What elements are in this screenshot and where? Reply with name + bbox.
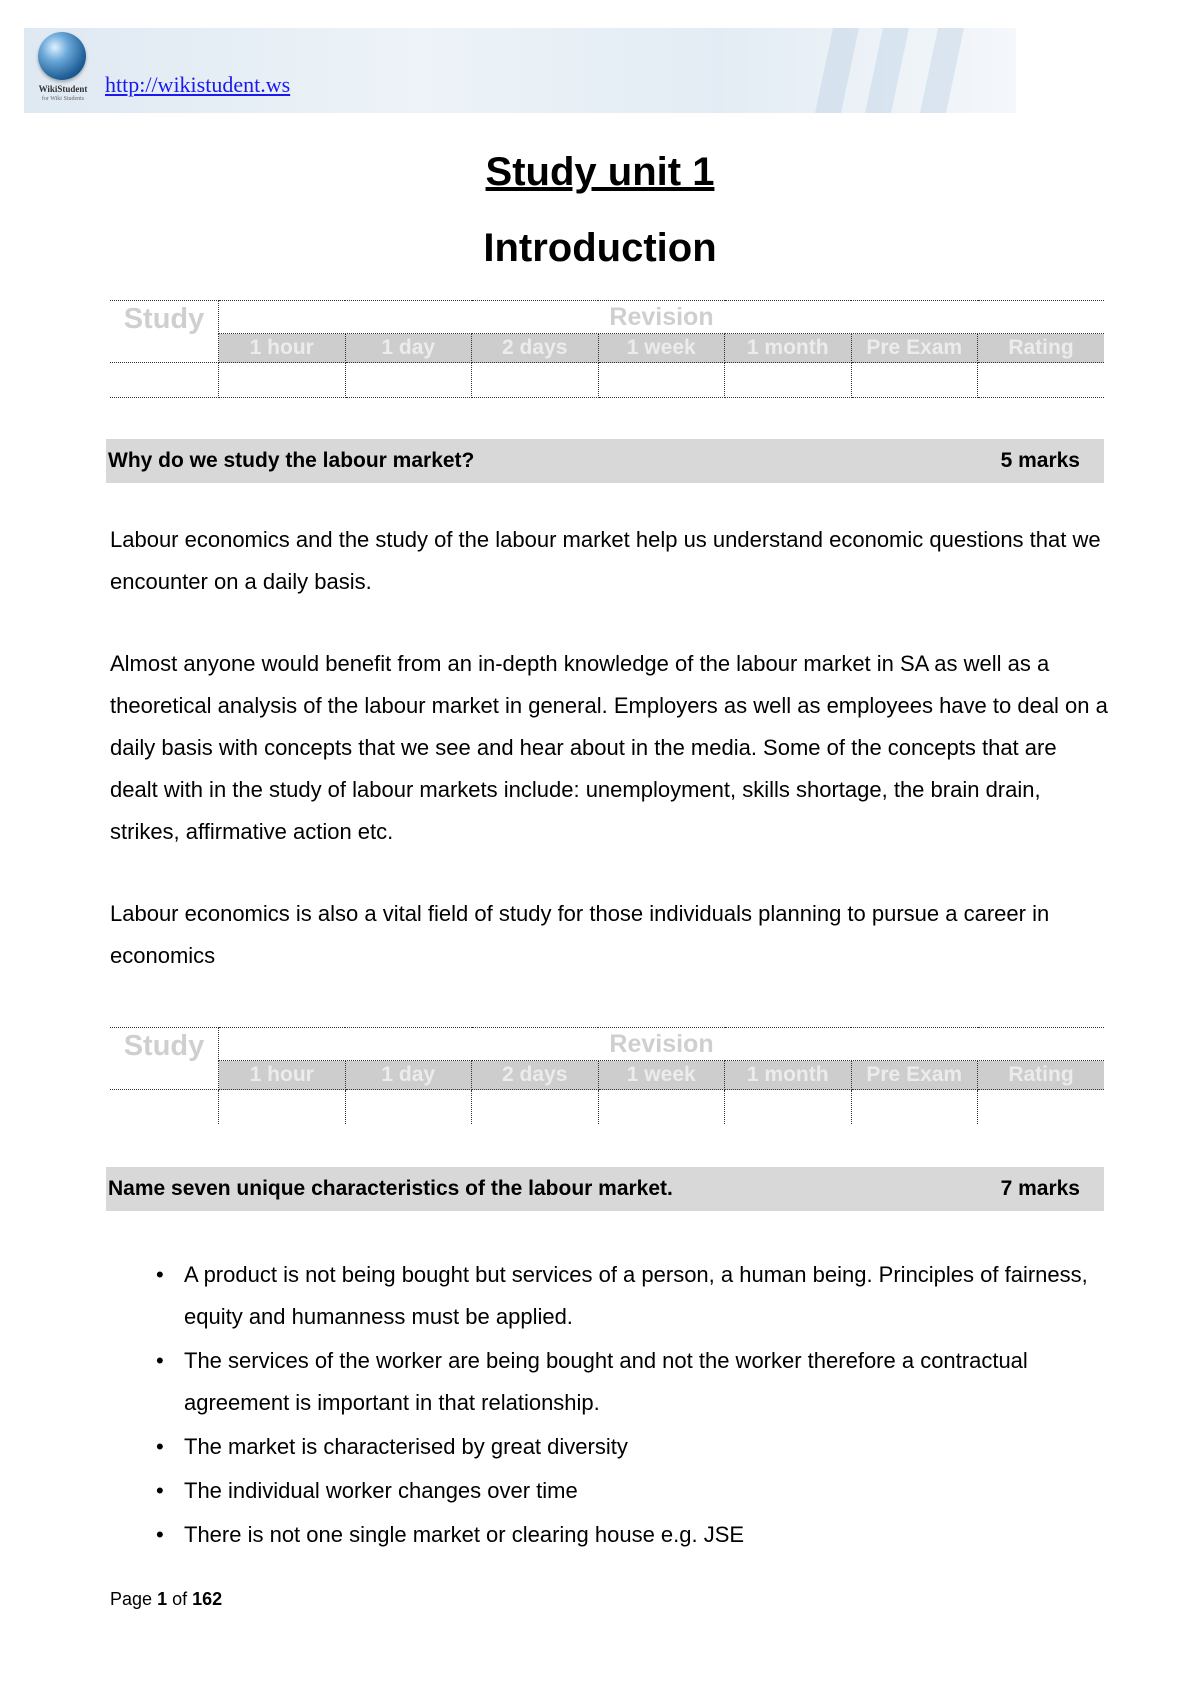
revision-cell[interactable] [219,1090,346,1125]
column-header: 2 days [472,334,599,363]
list-item: • A product is not being bought but services of a person, a human being. Principles of fairness, equity and humanness must be applied. [184,1254,1104,1338]
revision-cell[interactable] [851,363,978,398]
globe-icon [38,32,86,80]
section-title: Introduction [483,226,717,270]
revision-cell[interactable] [725,363,852,398]
banner-decoration [815,28,859,113]
list-item: • There is not one single market or clearing house e.g. JSE [184,1514,1104,1556]
column-header: 1 hour [219,1061,346,1090]
column-header: 1 hour [219,334,346,363]
study-label: Study [110,1028,219,1090]
answer-list [184,1254,1104,1558]
revision-label: Revision [219,1028,1105,1061]
rating-cell[interactable] [978,363,1105,398]
column-header: Rating [978,1061,1105,1090]
revision-cell[interactable] [725,1090,852,1125]
revision-table [110,300,1104,398]
study-label: Study [110,301,219,363]
banner-decoration [865,28,909,113]
revision-label: Revision [219,301,1105,334]
wikistudent-logo [28,32,98,110]
list-item: • The market is characterised by great diversity [184,1426,1104,1468]
revision-cell[interactable] [598,1090,725,1125]
paragraph: Labour economics is also a vital field of study for those individuals planning to pursue a career in economics [110,901,1050,968]
revision-cell[interactable] [472,363,599,398]
revision-table [110,1027,1104,1124]
revision-cell[interactable] [345,1090,472,1125]
study-cell[interactable] [110,363,219,398]
column-header: Pre Exam [851,1061,978,1090]
column-header: 1 day [345,1061,472,1090]
question-marks: 7 marks [1000,1177,1080,1200]
of-label: of [172,1589,188,1609]
logo-name: WikiStudent [38,84,88,94]
list-item: • The services of the worker are being bought and not the worker therefore a contractual agreement is important in that relationship. [184,1340,1104,1424]
column-header: Pre Exam [851,334,978,363]
paragraph: Labour economics and the study of the labour market help us understand economic questions that we encounter on a daily basis. [110,527,1101,594]
question-marks: 5 marks [1000,449,1080,472]
question-text: Why do we study the labour market? [108,449,475,472]
site-link[interactable]: http://wikistudent.ws [105,72,291,97]
revision-cell[interactable] [472,1090,599,1125]
revision-cell[interactable] [598,363,725,398]
logo-tagline: for Wiki Students [41,96,85,102]
study-cell[interactable] [110,1090,219,1125]
column-header: 1 week [598,1061,725,1090]
total-pages: 162 [192,1589,223,1609]
page-title: Study unit 1 [485,150,715,194]
list-item: • The individual worker changes over time [184,1470,1104,1512]
revision-cell[interactable] [345,363,472,398]
page-label: Page [110,1589,153,1609]
column-header: 1 day [345,334,472,363]
column-header: 1 week [598,334,725,363]
column-header: 1 month [725,334,852,363]
revision-cell[interactable] [219,363,346,398]
question-bar [106,1167,1104,1211]
question-bar [106,439,1104,483]
paragraph: Almost anyone would benefit from an in-depth knowledge of the labour market in SA as well as a theoretical analysis of the labour market in general. Employers as well as employees have to deal on a daily basis with concepts that we see and hear about in the media. Some of the concepts that are dealt with in the study of labour markets include: unemployment, skills shortage, the brain drain, strikes, affirmative action etc. [110,651,1108,844]
page-footer [110,1589,222,1610]
question-text: Name seven unique characteristics of the labour market. [108,1177,673,1200]
banner-decoration [920,28,964,113]
revision-cell[interactable] [851,1090,978,1125]
column-header: Rating [978,334,1105,363]
column-header: 2 days [472,1061,599,1090]
rating-cell[interactable] [978,1090,1105,1125]
page-number: 1 [157,1589,168,1609]
header-banner [24,28,1016,113]
column-header: 1 month [725,1061,852,1090]
